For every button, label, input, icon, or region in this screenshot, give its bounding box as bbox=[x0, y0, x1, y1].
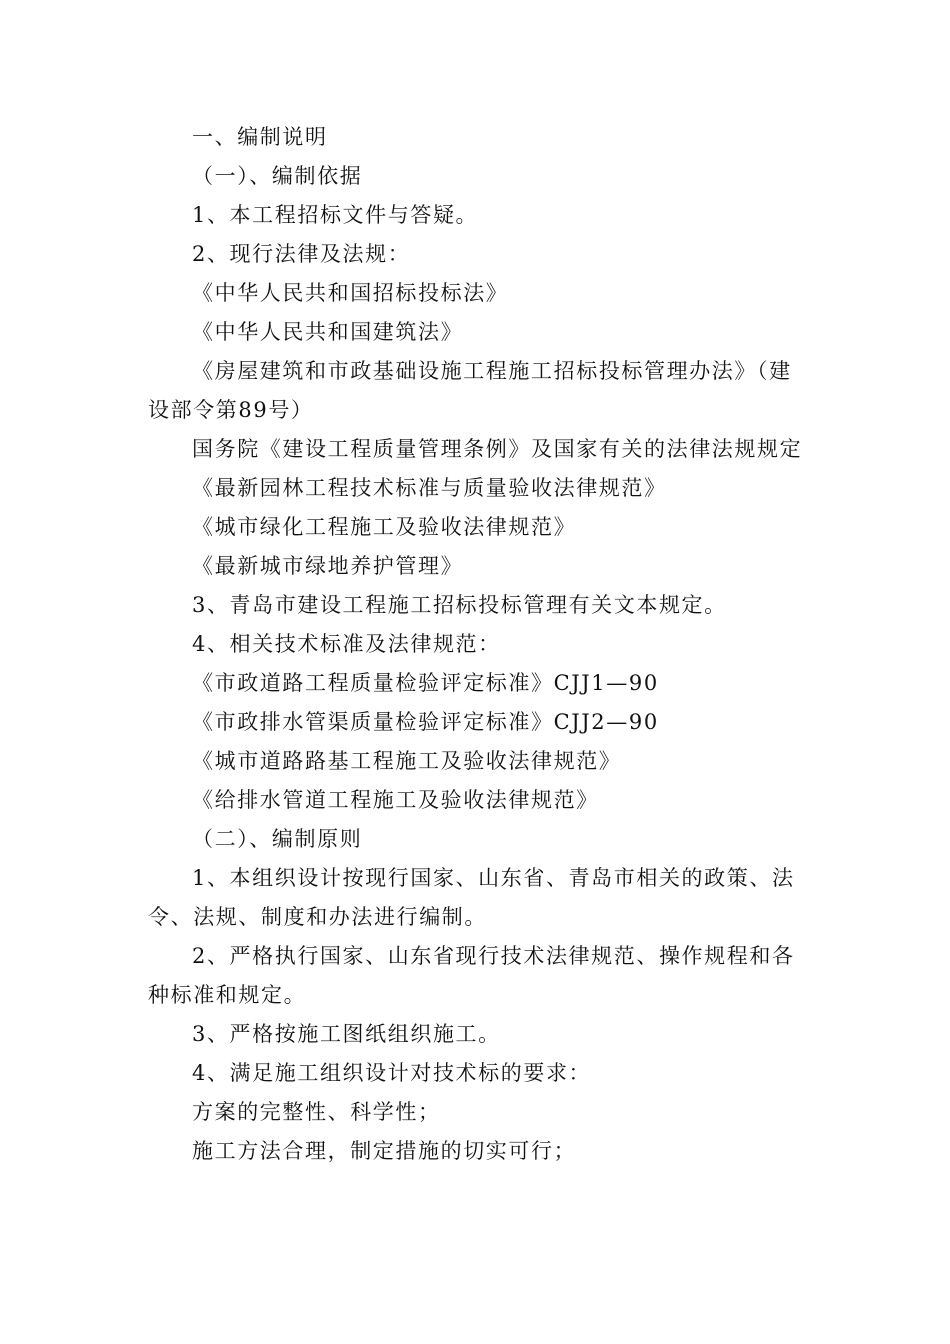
section-basis-title: （一）、编制依据 bbox=[192, 164, 363, 188]
requirement-feasibility: 施工方法合理，制定措施的切实可行； bbox=[192, 1139, 577, 1163]
principle-item-4: 4、满足施工组织设计对技术标的要求： bbox=[192, 1061, 592, 1085]
law-greening-spec: 《城市绿化工程施工及验收法律规范》 bbox=[192, 515, 577, 539]
principle-item-2: 2、严格执行国家、山东省现行技术法律规范、操作规程和各种标准和规定。 bbox=[148, 944, 795, 1007]
law-construction: 《中华人民共和国建筑法》 bbox=[192, 320, 464, 344]
principle-item-3: 3、严格按施工图纸组织施工。 bbox=[192, 1022, 501, 1046]
requirement-completeness: 方案的完整性、科学性； bbox=[192, 1100, 441, 1124]
principle-item-1: 1、本组织设计按现行国家、山东省、青岛市相关的政策、法令、法规、制度和办法进行编制。 bbox=[148, 866, 795, 929]
law-greenland-maintenance: 《最新城市绿地养护管理》 bbox=[192, 554, 464, 578]
standard-drainage-quality: 《市政排水管渠质量检验评定标准》CJJ2—90 bbox=[192, 710, 659, 734]
section-principles-title: （二）、编制原则 bbox=[192, 827, 363, 851]
document-body bbox=[148, 118, 808, 1171]
law-quality-regulation: 国务院《建设工程质量管理条例》及国家有关的法律法规规定 bbox=[192, 437, 803, 461]
basis-item-3: 3、青岛市建设工程施工招标投标管理有关文本规定。 bbox=[192, 593, 727, 617]
basis-item-2: 2、现行法律及法规： bbox=[192, 242, 411, 266]
standard-road-quality: 《市政道路工程质量检验评定标准》CJJ1—90 bbox=[192, 671, 659, 695]
law-landscape-standard: 《最新园林工程技术标准与质量验收法律规范》 bbox=[192, 476, 667, 500]
standard-pipeline-spec: 《给排水管道工程施工及验收法律规范》 bbox=[192, 788, 599, 812]
heading-compilation-notes: 一、编制说明 bbox=[192, 125, 328, 149]
basis-item-4: 4、相关技术标准及法律规范： bbox=[192, 632, 501, 656]
standard-roadbed-spec: 《城市道路路基工程施工及验收法律规范》 bbox=[192, 749, 622, 773]
basis-item-1: 1、本工程招标文件与答疑。 bbox=[192, 203, 479, 227]
law-bidding-management: 《房屋建筑和市政基础设施工程施工招标投标管理办法》（建设部令第89号） bbox=[148, 359, 792, 422]
law-bidding: 《中华人民共和国招标投标法》 bbox=[192, 281, 509, 305]
